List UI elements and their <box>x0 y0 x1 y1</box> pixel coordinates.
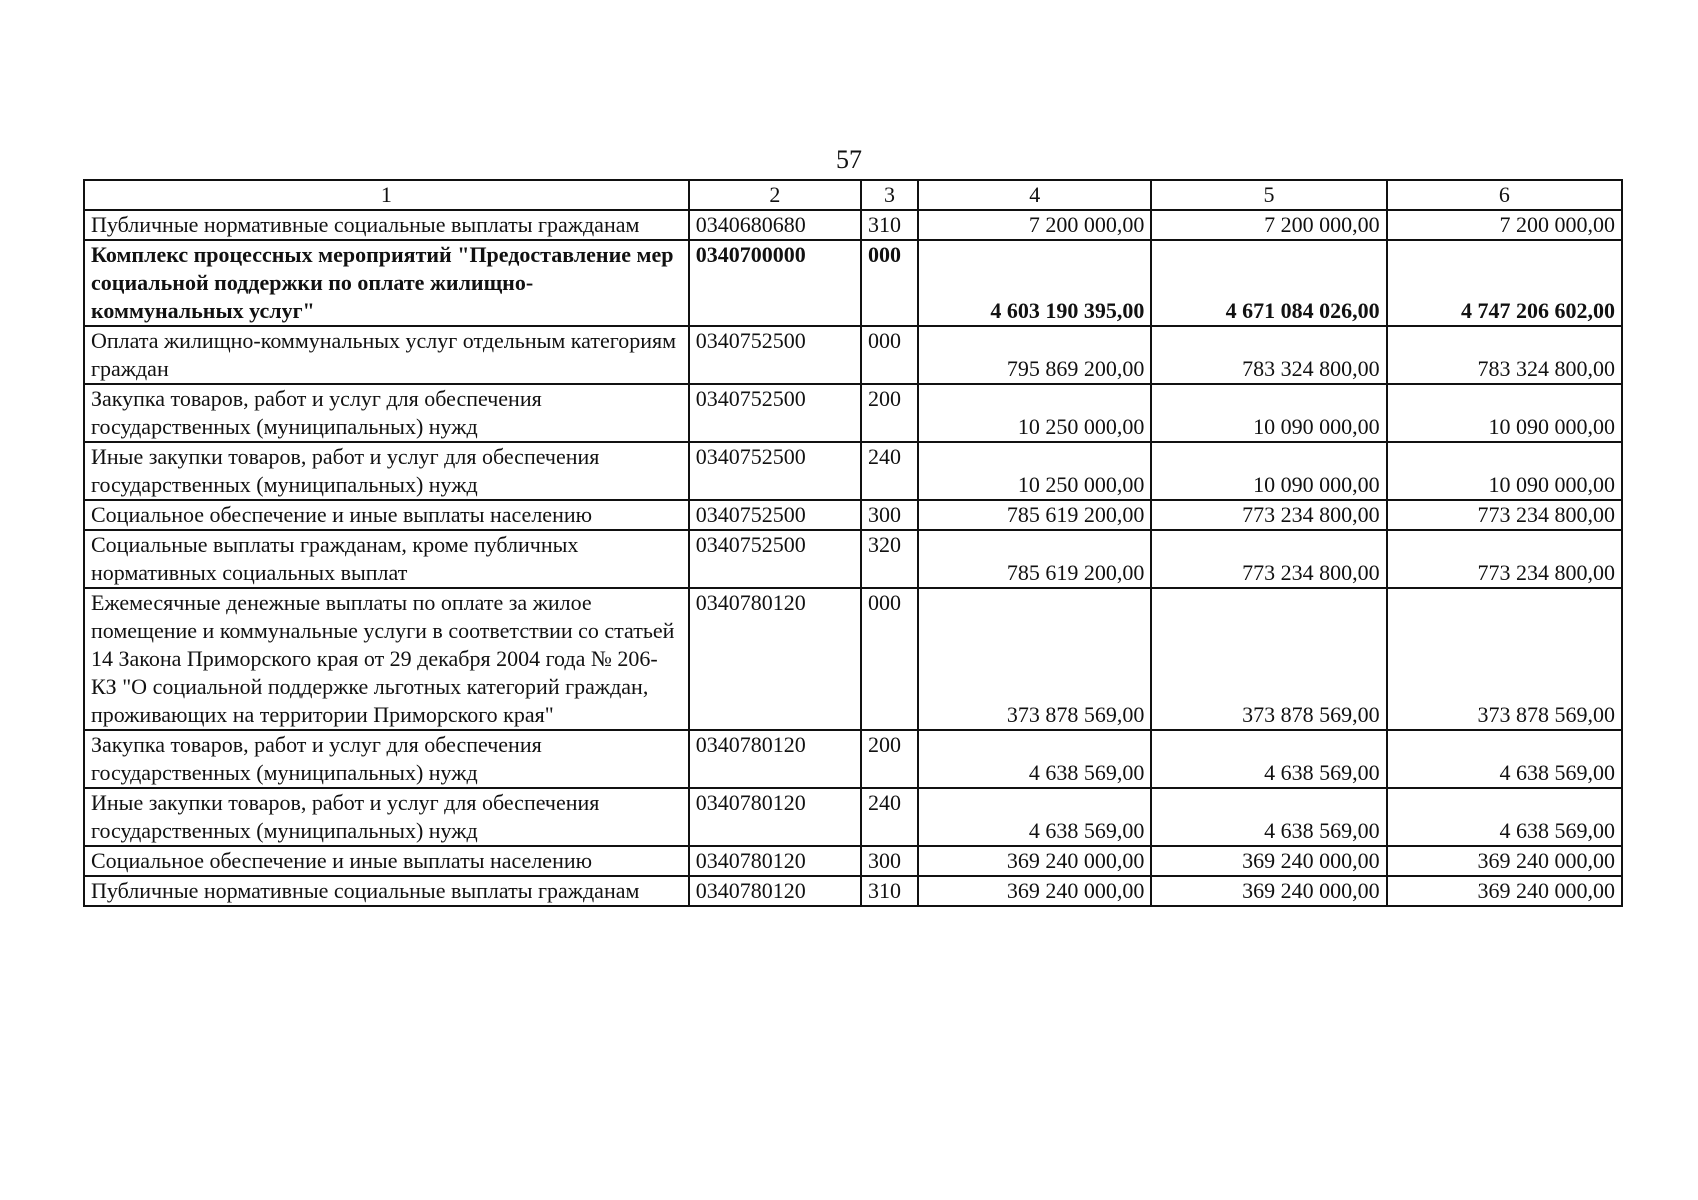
row-target-code: 0340780120 <box>689 730 861 788</box>
table-row <box>84 500 1622 530</box>
row-amount-col4: 785 619 200,00 <box>918 530 1151 588</box>
row-expense-kind: 300 <box>861 846 918 876</box>
row-amount-col6: 369 240 000,00 <box>1387 846 1622 876</box>
row-amount-col4: 4 603 190 395,00 <box>918 240 1151 326</box>
column-header: 1 <box>84 180 689 210</box>
column-header: 6 <box>1387 180 1622 210</box>
row-target-code: 0340780120 <box>689 588 861 730</box>
row-expense-kind: 300 <box>861 500 918 530</box>
row-amount-col5: 373 878 569,00 <box>1151 588 1386 730</box>
row-name: Иные закупки товаров, работ и услуг для обеспечения государственных (муниципальных) нужд <box>84 788 689 846</box>
row-expense-kind: 000 <box>861 588 918 730</box>
table-row <box>84 210 1622 240</box>
row-amount-col5: 10 090 000,00 <box>1151 384 1386 442</box>
row-target-code: 0340752500 <box>689 384 861 442</box>
row-amount-col4: 369 240 000,00 <box>918 846 1151 876</box>
row-expense-kind: 310 <box>861 210 918 240</box>
row-expense-kind: 320 <box>861 530 918 588</box>
budget-table <box>83 179 1623 907</box>
row-amount-col5: 4 638 569,00 <box>1151 788 1386 846</box>
row-name: Комплекс процессных мероприятий "Предоставление мер социальной поддержки по оплате жилищно-коммунальных услуг" <box>84 240 689 326</box>
table-row <box>84 530 1622 588</box>
table-row <box>84 240 1622 326</box>
row-target-code: 0340752500 <box>689 530 861 588</box>
table-row <box>84 730 1622 788</box>
table-header-row <box>84 180 1622 210</box>
column-header: 2 <box>689 180 861 210</box>
row-name: Социальное обеспечение и иные выплаты населению <box>84 846 689 876</box>
column-header: 4 <box>918 180 1151 210</box>
row-amount-col6: 4 638 569,00 <box>1387 730 1622 788</box>
row-amount-col6: 4 638 569,00 <box>1387 788 1622 846</box>
row-amount-col6: 7 200 000,00 <box>1387 210 1622 240</box>
row-name: Иные закупки товаров, работ и услуг для обеспечения государственных (муниципальных) нужд <box>84 442 689 500</box>
table-row <box>84 876 1622 906</box>
row-expense-kind: 000 <box>861 326 918 384</box>
row-amount-col4: 4 638 569,00 <box>918 788 1151 846</box>
row-amount-col6: 369 240 000,00 <box>1387 876 1622 906</box>
table-row <box>84 442 1622 500</box>
page-number: 57 <box>836 145 862 174</box>
row-name: Закупка товаров, работ и услуг для обеспечения государственных (муниципальных) нужд <box>84 730 689 788</box>
row-target-code: 0340780120 <box>689 876 861 906</box>
row-target-code: 0340780120 <box>689 788 861 846</box>
row-target-code: 0340680680 <box>689 210 861 240</box>
table-row <box>84 846 1622 876</box>
row-amount-col6: 10 090 000,00 <box>1387 384 1622 442</box>
row-amount-col4: 10 250 000,00 <box>918 442 1151 500</box>
column-header: 5 <box>1151 180 1386 210</box>
row-name: Социальное обеспечение и иные выплаты населению <box>84 500 689 530</box>
row-amount-col5: 369 240 000,00 <box>1151 846 1386 876</box>
row-amount-col4: 785 619 200,00 <box>918 500 1151 530</box>
row-amount-col6: 773 234 800,00 <box>1387 530 1622 588</box>
row-amount-col4: 369 240 000,00 <box>918 876 1151 906</box>
row-expense-kind: 200 <box>861 384 918 442</box>
row-expense-kind: 200 <box>861 730 918 788</box>
row-amount-col6: 4 747 206 602,00 <box>1387 240 1622 326</box>
row-amount-col5: 773 234 800,00 <box>1151 500 1386 530</box>
row-expense-kind: 240 <box>861 442 918 500</box>
row-name: Публичные нормативные социальные выплаты гражданам <box>84 210 689 240</box>
row-amount-col4: 10 250 000,00 <box>918 384 1151 442</box>
row-expense-kind: 310 <box>861 876 918 906</box>
row-target-code: 0340752500 <box>689 326 861 384</box>
row-amount-col6: 783 324 800,00 <box>1387 326 1622 384</box>
row-expense-kind: 000 <box>861 240 918 326</box>
row-amount-col6: 373 878 569,00 <box>1387 588 1622 730</box>
table-row <box>84 588 1622 730</box>
row-amount-col5: 369 240 000,00 <box>1151 876 1386 906</box>
row-amount-col5: 783 324 800,00 <box>1151 326 1386 384</box>
row-target-code: 0340700000 <box>689 240 861 326</box>
table-row <box>84 384 1622 442</box>
table-row <box>84 326 1622 384</box>
row-target-code: 0340780120 <box>689 846 861 876</box>
row-amount-col4: 7 200 000,00 <box>918 210 1151 240</box>
row-amount-col5: 773 234 800,00 <box>1151 530 1386 588</box>
row-name: Оплата жилищно-коммунальных услуг отдельным категориям граждан <box>84 326 689 384</box>
row-amount-col6: 10 090 000,00 <box>1387 442 1622 500</box>
row-name: Ежемесячные денежные выплаты по оплате за жилое помещение и коммунальные услуги в соответствии со статьей 14 Закона Приморского края от 29 декабря 2004 года № 206-КЗ "О социальной поддержке льготных категорий граждан, проживающих на территории Приморского края" <box>84 588 689 730</box>
row-amount-col4: 373 878 569,00 <box>918 588 1151 730</box>
row-expense-kind: 240 <box>861 788 918 846</box>
row-amount-col4: 4 638 569,00 <box>918 730 1151 788</box>
table-row <box>84 788 1622 846</box>
row-name: Социальные выплаты гражданам, кроме публичных нормативных социальных выплат <box>84 530 689 588</box>
row-amount-col5: 4 638 569,00 <box>1151 730 1386 788</box>
row-target-code: 0340752500 <box>689 442 861 500</box>
column-header: 3 <box>861 180 918 210</box>
row-amount-col6: 773 234 800,00 <box>1387 500 1622 530</box>
row-name: Публичные нормативные социальные выплаты гражданам <box>84 876 689 906</box>
row-amount-col4: 795 869 200,00 <box>918 326 1151 384</box>
row-name: Закупка товаров, работ и услуг для обеспечения государственных (муниципальных) нужд <box>84 384 689 442</box>
row-amount-col5: 7 200 000,00 <box>1151 210 1386 240</box>
row-target-code: 0340752500 <box>689 500 861 530</box>
row-amount-col5: 4 671 084 026,00 <box>1151 240 1386 326</box>
row-amount-col5: 10 090 000,00 <box>1151 442 1386 500</box>
